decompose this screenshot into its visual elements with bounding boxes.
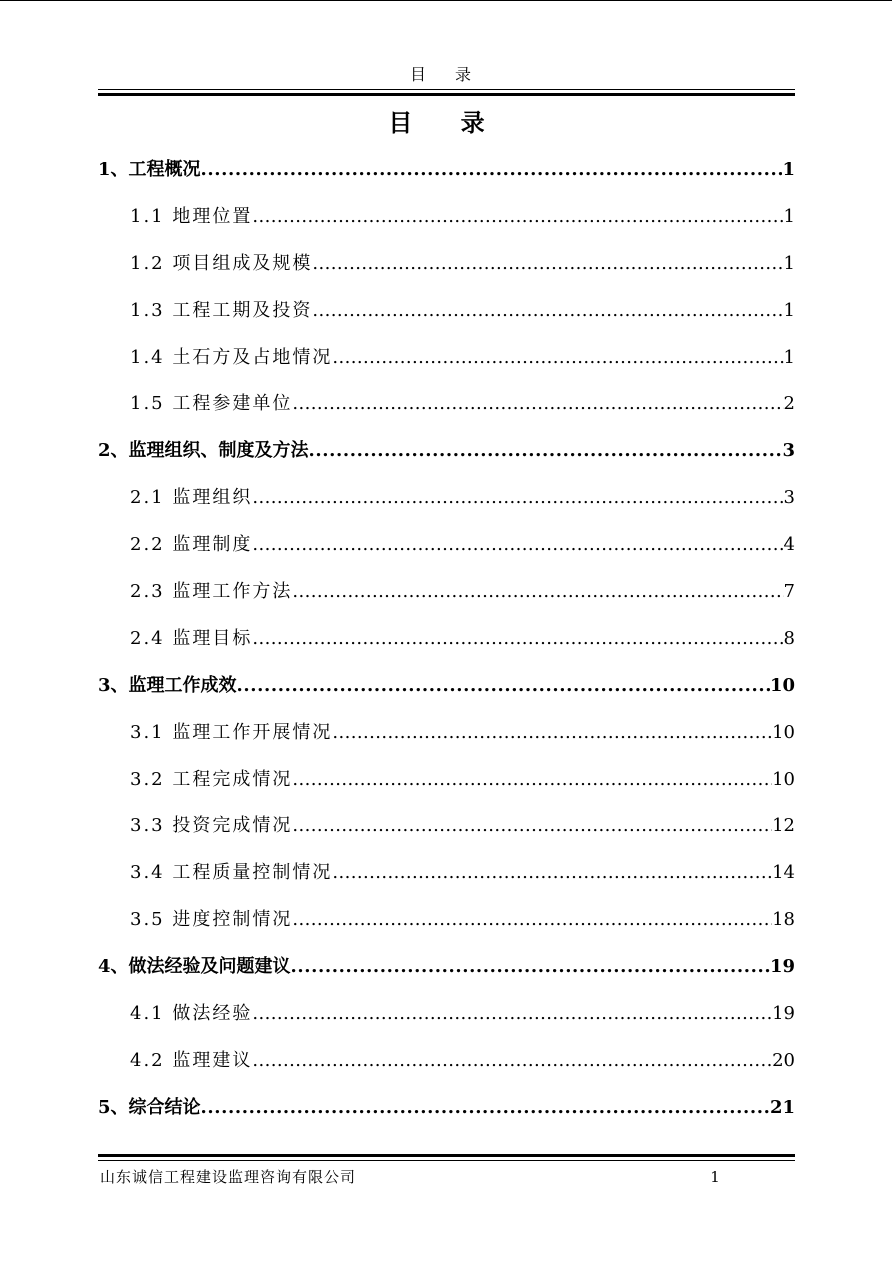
toc-dot-leader [309, 435, 783, 467]
toc-entry-label: 2、监理组织、制度及方法 [98, 440, 309, 462]
toc-dot-leader [332, 342, 783, 374]
toc-dot-leader [291, 951, 770, 983]
footer-rule-thick [98, 1154, 795, 1157]
toc-subsection-entry[interactable] [98, 482, 795, 529]
toc-dot-leader [252, 201, 783, 233]
toc-subsection-entry[interactable] [98, 810, 795, 857]
toc-entry-label: 3.3 投资完成情况 [130, 815, 293, 837]
toc-entry-page-number: 10 [772, 721, 795, 743]
toc-subsection-entry[interactable] [98, 857, 795, 904]
page-top-border [0, 0, 892, 1]
toc-section-entry[interactable] [98, 1092, 795, 1139]
toc-dot-leader [201, 154, 783, 186]
toc-entry-label: 3.1 监理工作开展情况 [130, 721, 333, 743]
toc-dot-leader [201, 1092, 770, 1124]
toc-entry-page-number: 10 [772, 768, 795, 790]
toc-entry-page-number: 21 [769, 1096, 795, 1118]
toc-entry-page-number: 4 [783, 534, 795, 556]
toc-entry-label: 4.2 监理建议 [130, 1049, 253, 1071]
footer-company: 山东诚信工程建设监理咨询有限公司 [100, 1168, 357, 1186]
toc-entry-label: 3.2 工程完成情况 [130, 768, 293, 790]
table-of-contents [98, 154, 795, 1139]
toc-entry-label: 2.1 监理组织 [130, 487, 253, 509]
toc-entry-label: 1.3 工程工期及投资 [130, 299, 313, 321]
toc-entry-label: 3.5 进度控制情况 [130, 909, 293, 931]
toc-entry-page-number: 20 [772, 1049, 795, 1071]
toc-subsection-entry[interactable] [98, 764, 795, 811]
toc-entry-page-number: 8 [783, 627, 795, 649]
toc-dot-leader [252, 529, 783, 561]
toc-subsection-entry[interactable] [98, 623, 795, 670]
toc-subsection-entry[interactable] [98, 717, 795, 764]
toc-entry-page-number: 19 [769, 956, 795, 978]
toc-dot-leader [252, 623, 783, 655]
toc-entry-page-number: 10 [769, 674, 795, 696]
toc-entry-page-number: 14 [772, 862, 795, 884]
toc-dot-leader [252, 1045, 772, 1077]
toc-subsection-entry[interactable] [98, 201, 795, 248]
toc-subsection-entry[interactable] [98, 295, 795, 342]
toc-entry-page-number: 1 [783, 205, 795, 227]
toc-entry-label: 2.4 监理目标 [130, 627, 253, 649]
toc-subsection-entry[interactable] [98, 248, 795, 295]
toc-entry-page-number: 1 [783, 252, 795, 274]
toc-dot-leader [292, 388, 783, 420]
toc-entry-page-number: 1 [782, 159, 795, 180]
toc-entry-label: 1.5 工程参建单位 [130, 393, 293, 415]
toc-dot-leader [332, 857, 772, 889]
toc-entry-label: 1.1 地理位置 [130, 205, 253, 227]
toc-dot-leader [332, 717, 772, 749]
toc-subsection-entry[interactable] [98, 576, 795, 623]
toc-section-entry[interactable] [98, 154, 795, 201]
toc-entry-label: 2.3 监理工作方法 [130, 581, 293, 603]
toc-dot-leader [292, 904, 772, 936]
toc-subsection-entry[interactable] [98, 388, 795, 435]
toc-entry-page-number: 18 [772, 909, 795, 931]
toc-section-entry[interactable] [98, 435, 795, 482]
toc-dot-leader [292, 576, 783, 608]
toc-subsection-entry[interactable] [98, 904, 795, 951]
footer-page-number: 1 [710, 1168, 720, 1186]
toc-title: 目 录 [388, 108, 505, 137]
toc-entry-label: 2.2 监理制度 [130, 534, 253, 556]
toc-dot-leader [237, 670, 770, 702]
toc-section-entry[interactable] [98, 670, 795, 717]
toc-entry-label: 3.4 工程质量控制情况 [130, 862, 333, 884]
toc-entry-label: 1.4 土石方及占地情况 [130, 346, 333, 368]
toc-entry-page-number: 1 [783, 299, 795, 321]
toc-entry-label: 4.1 做法经验 [130, 1003, 253, 1025]
toc-dot-leader [292, 764, 772, 796]
toc-entry-page-number: 3 [783, 487, 795, 509]
toc-dot-leader [312, 248, 783, 280]
toc-entry-label: 4、做法经验及问题建议 [98, 956, 291, 978]
toc-entry-page-number: 3 [782, 440, 795, 462]
toc-subsection-entry[interactable] [98, 529, 795, 576]
footer-rule-thin [98, 1160, 795, 1161]
toc-entry-label: 5、综合结论 [98, 1096, 201, 1118]
toc-entry-page-number: 7 [783, 581, 795, 603]
toc-entry-page-number: 2 [783, 393, 795, 415]
toc-subsection-entry[interactable] [98, 342, 795, 389]
toc-entry-page-number: 1 [783, 346, 795, 368]
toc-subsection-entry[interactable] [98, 998, 795, 1045]
toc-subsection-entry[interactable] [98, 1045, 795, 1092]
toc-entry-page-number: 12 [772, 815, 795, 837]
toc-entry-label: 1.2 项目组成及规模 [130, 252, 313, 274]
toc-section-entry[interactable] [98, 951, 795, 998]
running-header: 目 录 [409, 65, 484, 84]
toc-dot-leader [252, 998, 772, 1030]
toc-entry-label: 3、监理工作成效 [98, 674, 237, 696]
header-rule-thin [98, 89, 795, 90]
header-rule-thick [98, 93, 795, 96]
toc-entry-page-number: 19 [772, 1003, 795, 1025]
toc-entry-label: 1、工程概况 [98, 159, 201, 180]
toc-dot-leader [312, 295, 783, 327]
toc-dot-leader [252, 482, 783, 514]
toc-dot-leader [292, 810, 772, 842]
